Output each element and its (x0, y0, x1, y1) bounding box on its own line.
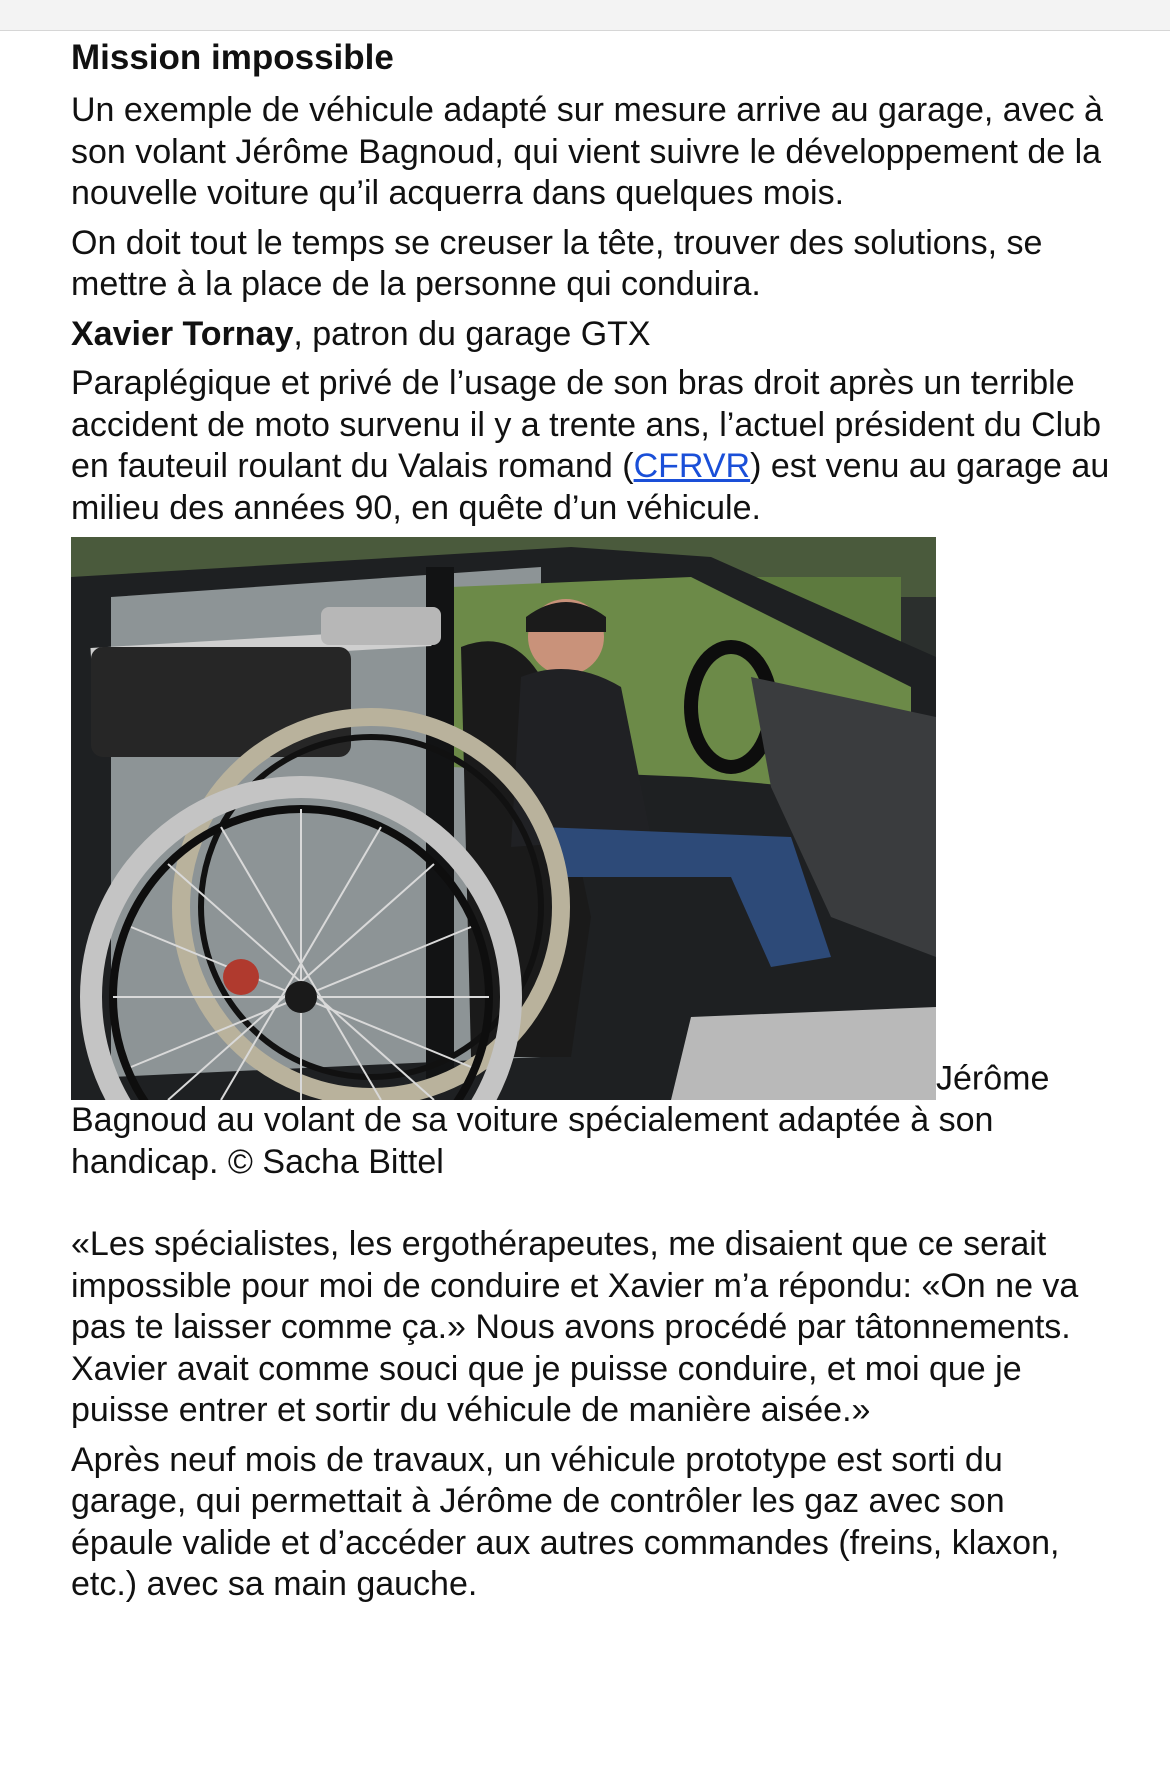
photo-caption: Jérôme Bagnoud au volant de sa voiture spécialement adaptée à son handicap. © Sacha Bittel (71, 1059, 1050, 1181)
cfrvr-link[interactable]: CFRVR (633, 447, 751, 485)
quote-attribution (71, 314, 1111, 356)
article-title: Mission impossible (71, 38, 394, 77)
photo-figure (71, 537, 1111, 1183)
testimony-paragraph: «Les spécialistes, les ergothérapeutes, me disaient que ce serait impossible pour moi de conduire et Xavier m’a répondu: «On ne va pas te laisser comme ça.» Nous avons procédé par tâtonnements. Xavier avait comme souci que je puisse conduire, et moi que je puisse entrer et sortir du véhicule de manière aisée.» (71, 1225, 1079, 1429)
paragraph-text-before-link: Paraplégique et privé de l’usage de son bras droit après un terrible accident de moto survenu il y a trente ans, l’actuel président du Club en fauteuil roulant du Valais romand ( (71, 364, 1102, 485)
spacer (71, 1183, 1111, 1224)
background-paragraph (71, 363, 1111, 529)
browser-top-bar (0, 0, 1170, 31)
car-photo (71, 537, 936, 1100)
attribution-role: , patron du garage GTX (293, 314, 651, 353)
car-photo-illustration (71, 537, 936, 1100)
pull-quote: On doit tout le temps se creuser la tête, trouver des solutions, se mettre à la place de la personne qui conduira. (71, 223, 1043, 303)
attribution-name: Xavier Tornay (71, 314, 294, 353)
paragraph-text-after-link: ) est venu au garage au milieu des années 90, en quête d’un véhicule. (71, 447, 1110, 527)
intro-paragraph: Un exemple de véhicule adapté sur mesure arrive au garage, avec à son volant Jérôme Bagnoud, qui vient suivre le développement de la nouvelle voiture qu’il acquerra dans quelques mois. (71, 91, 1103, 212)
article (71, 34, 1111, 1614)
outcome-paragraph: Après neuf mois de travaux, un véhicule prototype est sorti du garage, qui permettait à Jérôme de contrôler les gaz avec son épaule valide et d’accéder aux autres commandes (freins, klaxon, etc.) avec sa main gauche. (71, 1440, 1060, 1603)
